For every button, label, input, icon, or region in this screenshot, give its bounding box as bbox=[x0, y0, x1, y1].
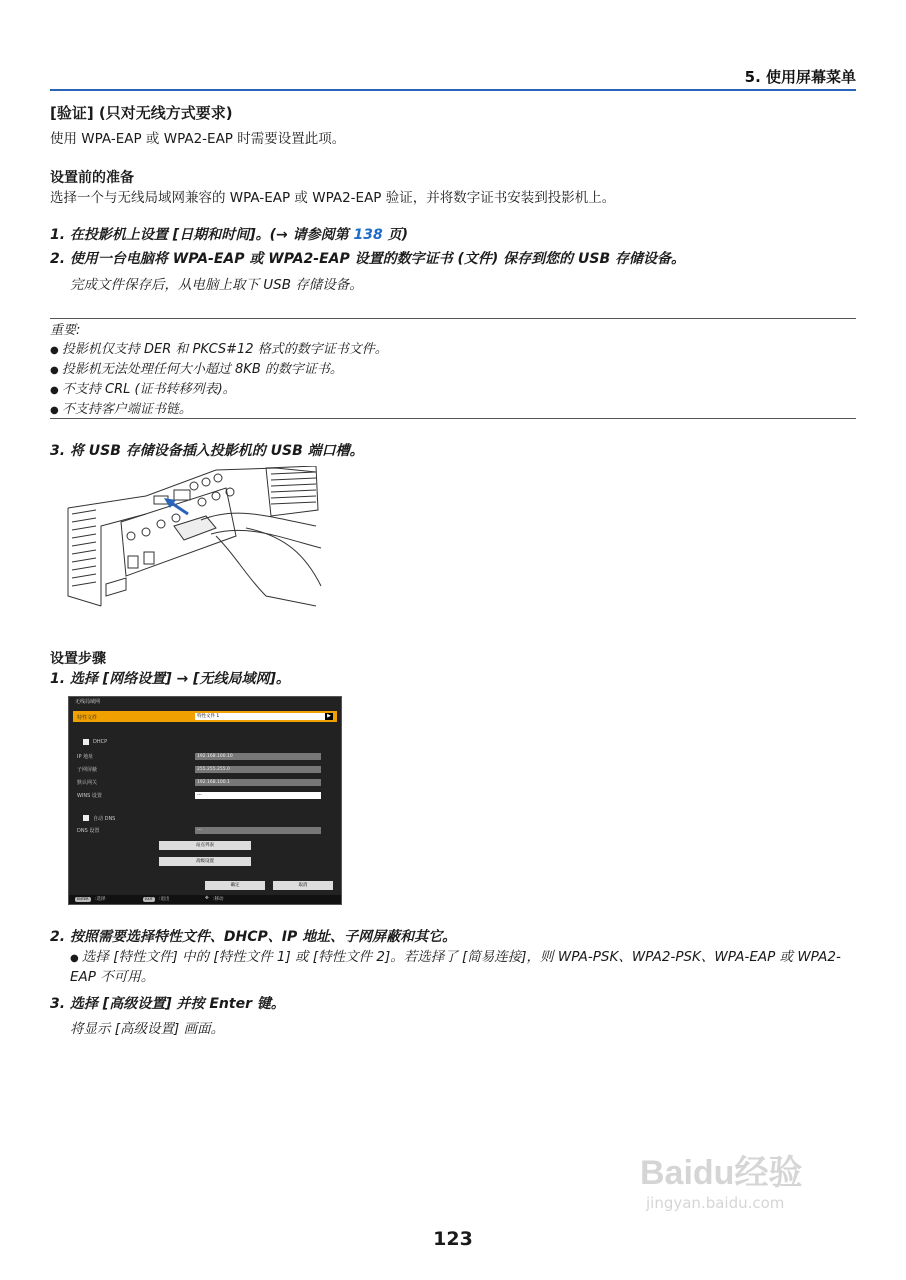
exit-key-icon: EXIT bbox=[145, 897, 153, 901]
auth-description: 使用 WPA-EAP 或 WPA2-EAP 时需要设置此项。 bbox=[50, 131, 346, 147]
important-item: ● 投影机仅支持 DER 和 PKCS#12 格式的数字证书文件。 bbox=[50, 340, 388, 360]
watermark-brand: Baidu经验 bbox=[640, 1154, 803, 1192]
section-header: 5. 使用屏幕菜单 bbox=[744, 68, 856, 86]
prep-step-1-text: 1. 在投影机上设置 [日期和时间]。(→ 请参阅第 bbox=[50, 227, 354, 243]
step-3-insert-usb: 3. 将 USB 存储设备插入投影机的 USB 端口槽。 bbox=[50, 443, 364, 459]
move-arrows-icon: ✥ bbox=[205, 896, 209, 901]
procedure-step-3-note: 将显示 [高级设置] 画面。 bbox=[70, 1021, 225, 1037]
ok-button[interactable]: 确定 bbox=[205, 881, 265, 890]
procedure-step-1: 1. 选择 [网络设置] → [无线局域网]。 bbox=[50, 671, 290, 687]
auto-dns-label: 自动 DNS bbox=[93, 816, 116, 822]
subnet-field[interactable]: 255.255.255.0 bbox=[195, 766, 321, 773]
footer-exit-text: :退出 bbox=[159, 897, 170, 902]
play-icon: ▶ bbox=[325, 713, 333, 720]
prep-step-1-tail: 页) bbox=[382, 227, 408, 243]
advanced-settings-button[interactable]: 高级设置 bbox=[159, 857, 251, 866]
procedure-step-2: 2. 按照需要选择特性文件、DHCP、IP 地址、子网屏蔽和其它。 bbox=[50, 929, 457, 945]
important-item: ● 投影机无法处理任何大小超过 8KB 的数字证书。 bbox=[50, 360, 388, 380]
dhcp-label: DHCP bbox=[93, 739, 108, 745]
menu-footer bbox=[69, 895, 341, 904]
baidu-watermark bbox=[640, 1145, 802, 1212]
important-item: ● 不支持 CRL (证书转移列表)。 bbox=[50, 380, 388, 400]
profile-label: 特性文件 bbox=[77, 715, 98, 721]
subnet-label: 子网屏蔽 bbox=[77, 767, 98, 773]
watermark-url: jingyan.baidu.com bbox=[646, 1194, 785, 1212]
page-link-138[interactable]: 138 bbox=[353, 227, 383, 243]
prep-step-2: 2. 使用一台电脑将 WPA-EAP 或 WPA2-EAP 设置的数字证书 (文件) 保存到您的 USB 存储设备。 bbox=[50, 251, 686, 267]
dhcp-checkbox[interactable] bbox=[83, 739, 89, 745]
wireless-lan-menu-screenshot bbox=[68, 696, 342, 905]
profile-row[interactable] bbox=[73, 711, 337, 722]
menu-title: 无线局域网 bbox=[75, 699, 101, 705]
footer-move-text: :移动 bbox=[213, 897, 224, 902]
prep-description: 选择一个与无线局域网兼容的 WPA-EAP 或 WPA2-EAP 验证，并将数字证书安装到投影机上。 bbox=[50, 190, 616, 206]
procedure-heading: 设置步骤 bbox=[50, 651, 106, 667]
procedure-step-3: 3. 选择 [高级设置] 并按 Enter 键。 bbox=[50, 996, 285, 1012]
procedure-step-2-bullet-text: 选择 [特性文件] 中的 [特性文件 1] 或 [特性文件 2]。若选择了 [简易连接]，则 WPA-PSK、WPA2-PSK、WPA-EAP 或 WPA2-EAP 不可用。 bbox=[70, 949, 841, 985]
footer-enter-text: :选择 bbox=[95, 897, 106, 902]
important-item: ● 不支持客户端证书链。 bbox=[50, 400, 388, 420]
cancel-button[interactable]: 取消 bbox=[273, 881, 333, 890]
auth-heading: [验证] (只对无线方式要求) bbox=[50, 104, 233, 122]
ip-label: IP 地址 bbox=[77, 754, 94, 760]
prep-step-1 bbox=[50, 224, 408, 244]
ip-field[interactable]: 192.168.100.10 bbox=[195, 753, 321, 760]
enter-key-icon: ENTER bbox=[77, 897, 89, 901]
gateway-field[interactable]: 192.168.100.1 bbox=[195, 779, 321, 786]
auto-dns-checkbox[interactable] bbox=[83, 815, 89, 821]
wins-field[interactable]: --- bbox=[195, 792, 321, 799]
procedure-step-2-bullet bbox=[70, 948, 860, 987]
important-top-rule bbox=[50, 318, 856, 319]
profile-select[interactable]: 特性文件 1 bbox=[195, 713, 325, 720]
page-number: 123 bbox=[433, 1228, 473, 1250]
important-bottom-rule bbox=[50, 418, 856, 419]
prep-heading: 设置前的准备 bbox=[50, 170, 134, 186]
important-label: 重要: bbox=[50, 323, 81, 338]
site-list-button[interactable]: 站点列表 bbox=[159, 841, 251, 850]
projector-usb-illustration bbox=[66, 466, 326, 608]
gateway-label: 默认网关 bbox=[77, 780, 98, 786]
dns-field[interactable]: --- bbox=[195, 827, 321, 834]
important-note bbox=[50, 321, 388, 420]
prep-step-2-note: 完成文件保存后，从电脑上取下 USB 存储设备。 bbox=[70, 277, 363, 293]
header-rule bbox=[50, 89, 856, 91]
bullet-icon: ● bbox=[70, 953, 82, 964]
dns-label: DNS 设置 bbox=[77, 828, 100, 834]
wins-label: WINS 设置 bbox=[77, 793, 102, 799]
